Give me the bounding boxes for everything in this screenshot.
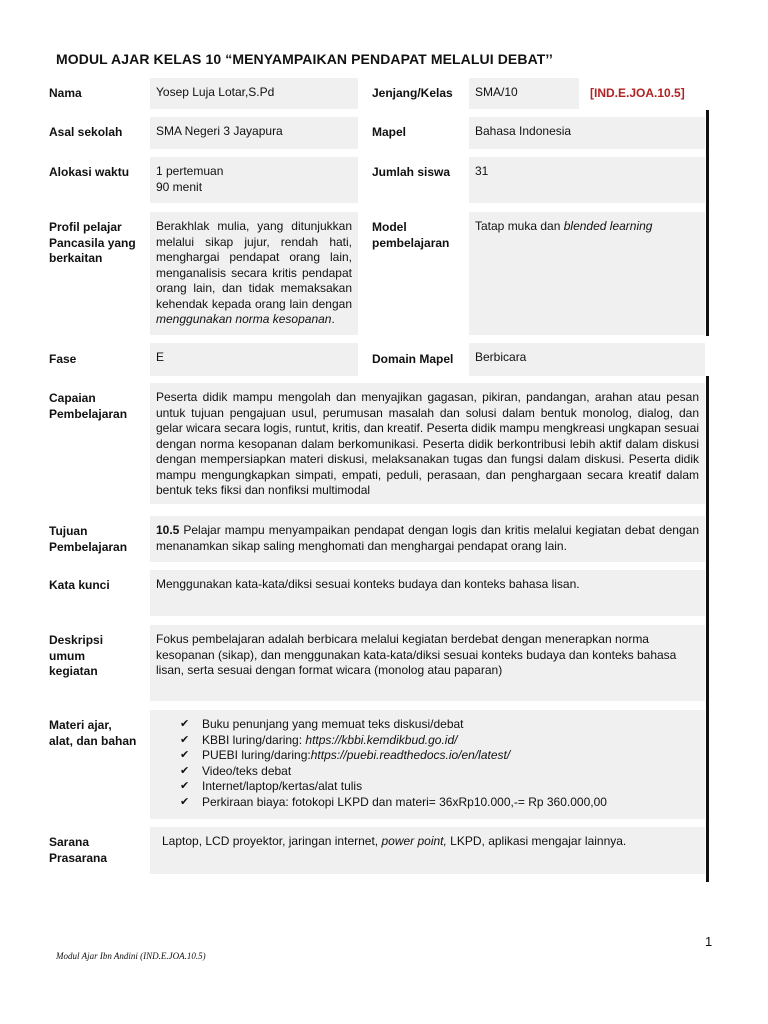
page-number: 1	[705, 934, 713, 949]
value-kata-kunci: Menggunakan kata-kata/diksi sesuai konteks budaya dan konteks bahasa lisan.	[150, 570, 705, 616]
check-icon: ✔	[180, 749, 190, 761]
value-mapel: Bahasa Indonesia	[469, 117, 705, 149]
list-item: ✔ PUEBI luring/daring:https://puebi.readthedocs.io/en/latest/	[180, 748, 511, 762]
value-jenjang-kelas: SMA/10	[469, 78, 579, 109]
label-sarana-prasarana: Sarana Prasarana	[49, 835, 108, 865]
value-jumlah-siswa: 31	[469, 157, 705, 203]
label-fase: Fase	[49, 352, 77, 366]
right-border-line	[706, 376, 709, 882]
value-fase: E	[150, 343, 358, 376]
label-materi-ajar: Materi ajar, alat, dan bahan	[49, 718, 137, 748]
label-nama: Nama	[49, 86, 82, 100]
value-domain-mapel: Berbicara	[469, 343, 705, 376]
page-footer: Modul Ajar Ibn Andini (IND.E.JOA.10.5)	[56, 951, 206, 961]
list-item: ✔ Perkiraan biaya: fotokopi LKPD dan materi= 36xRp10.000,-= Rp 360.000,00	[180, 794, 607, 809]
label-capaian-pembelajaran: Capaian Pembelajaran	[49, 391, 128, 421]
value-model-pembelajaran: Tatap muka dan blended learning	[469, 212, 705, 335]
label-alokasi-waktu: Alokasi waktu	[49, 165, 130, 179]
materi-list	[178, 717, 699, 810]
value-materi-ajar	[150, 710, 705, 819]
label-jumlah-siswa: Jumlah siswa	[372, 165, 451, 179]
label-model-pembelajaran: Model pembelajaran	[372, 220, 450, 250]
label-kata-kunci: Kata kunci	[49, 578, 110, 592]
document-title: MODUL AJAR KELAS 10 “MENYAMPAIKAN PENDAPAT MELALUI DEBAT’’	[56, 51, 553, 67]
value-tujuan-pembelajaran: 10.5 Pelajar mampu menyampaikan pendapat dengan logis dan kritis melalui kegiatan debat dengan menanamkan sikap saling menghomati dan menghargai pendapat orang lain.	[150, 516, 705, 562]
value-sarana-prasarana: Laptop, LCD proyektor, jaringan internet, power point, LKPD, aplikasi mengajar lainnya.	[150, 827, 705, 874]
label-asal-sekolah: Asal sekolah	[49, 125, 123, 139]
check-icon: ✔	[180, 733, 190, 746]
list-item: ✔ Buku penunjang yang memuat teks diskusi/debat	[180, 717, 464, 731]
label-domain-mapel: Domain Mapel	[372, 352, 454, 366]
label-jenjang-kelas: Jenjang/Kelas	[372, 86, 453, 100]
list-item: ✔ KBBI luring/daring: https://kbbi.kemdikbud.go.id/	[180, 732, 458, 747]
check-icon: ✔	[180, 764, 190, 777]
right-border-line	[706, 110, 709, 336]
value-asal-sekolah: SMA Negeri 3 Jayapura	[150, 117, 358, 149]
value-deskripsi-umum-kegiatan: Fokus pembelajaran adalah berbicara melalui kegiatan berdebat dengan menerapkan norma kesopanan (sikap), dan menggunakan kata-kata/diksi sesuai konteks budaya dan konteks bahasa lisan, serta sesuai dengan format wicara (monolog atau paparan)	[150, 625, 705, 701]
label-deskripsi-umum-kegiatan: Deskripsi umum kegiatan	[49, 633, 104, 678]
check-icon: ✔	[180, 780, 190, 792]
list-item: ✔ Internet/laptop/kertas/alat tulis	[180, 779, 363, 793]
value-nama: Yosep Luja Lotar,S.Pd	[150, 78, 358, 109]
module-code: [IND.E.JOA.10.5]	[590, 86, 685, 100]
list-item: ✔ Video/teks debat	[180, 763, 292, 778]
check-icon: ✔	[180, 795, 190, 808]
check-icon: ✔	[180, 718, 190, 730]
value-capaian-pembelajaran: Peserta didik mampu mengolah dan menyajikan gagasan, pikiran, pandangan, arahan atau pesan untuk tujuan pengajuan usul, perumusan masalah dan solusi dalam bentuk monolog, dialog, dan gelar wicara secara logis, runtut, kritis, dan kreatif. Peserta didik mampu mengkreasi ungkapan sesuai dengan norma kesopanan dalam berkomunikasi. Peserta didik berkontribusi lebih aktif dalam diskusi dengan mempersiapkan materi diskusi, melaksanakan tugas dan fungsi dalam diskusi. Peserta didik mampu mengungkapkan simpati, empati, peduli, perasaan, dan penghargaan secara kreatif dalam bentuk teks fiksi dan nonfiksi multimodal	[150, 383, 705, 504]
label-mapel: Mapel	[372, 125, 407, 139]
value-profil-pelajar: Berakhlak mulia, yang ditunjukkan melalui sikap jujur, rendah hati, menghargai pendapat orang lain, menganalisis secara kritis pendapat orang lain, dan tidak memaksakan kehendak kepada orang lain dengan menggunakan norma kesopanan.	[150, 212, 358, 335]
label-tujuan-pembelajaran: Tujuan Pembelajaran	[49, 524, 128, 554]
label-profil-pelajar: Profil pelajar Pancasila yang berkaitan	[49, 220, 136, 265]
value-alokasi-waktu: 1 pertemuan 90 menit	[150, 157, 358, 203]
